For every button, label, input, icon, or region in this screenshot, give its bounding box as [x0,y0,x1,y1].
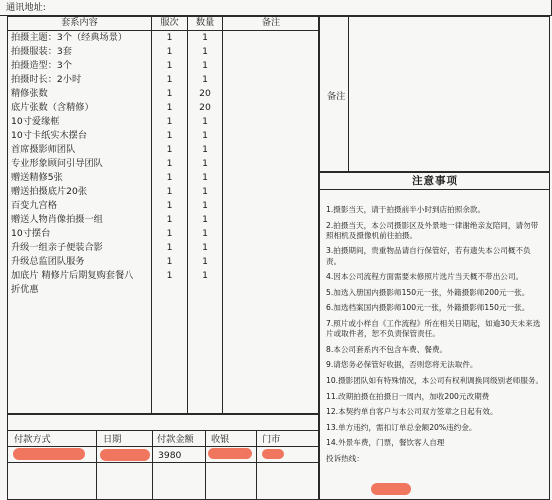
package-item-row [0,241,318,255]
note-item: 14.外景车费，门票，餐饮客人自理 [326,438,445,448]
redaction-mark [100,449,150,461]
redaction-mark [371,483,411,495]
item-times: 1 [166,102,173,113]
pay-divider-1 [96,430,97,500]
item-times: 1 [166,74,173,85]
item-times: 1 [166,172,173,183]
note-item: 投诉热线： [326,453,364,463]
item-quantity: 1 [202,158,208,169]
package-item-row [0,227,318,241]
pay-header-date: 日期 [103,434,122,445]
pay-header-method: 付款方式 [14,434,51,445]
package-item-row [0,31,318,45]
package-item-row [0,129,318,143]
package-item-row [0,171,318,185]
item-times: 1 [166,256,173,267]
item-quantity: 1 [202,214,208,225]
note-item: 4.因本公司流程方面需要未修照片选片当天概不带出公司。 [326,272,524,282]
package-item-row [0,45,318,59]
package-item-row [0,255,318,269]
item-times: 1 [166,32,173,43]
notes-list [326,205,544,470]
note-item: 8.本公司套系内不包含车费、餐费。 [326,344,448,354]
item-quantity: 1 [202,186,208,197]
note-item: 13.单方违约，需扣订单总金额20%违约金。 [326,422,477,432]
item-name: 赠送人物肖像拍摄一组 [11,214,103,225]
item-quantity: 1 [202,130,208,141]
col-header-content: 套系内容 [61,17,98,28]
remarks-label: 备注 [327,91,346,102]
package-item-row [0,59,318,73]
note-item: 3.拍摄期间，贵重物品请自行保管好，若有遗失本公司概不负责。 [326,246,531,266]
note-item: 7.照片或小样自《工作流程》所在相关日期起，如逾30天未来选片或取件者，恕不负责保管责任。 [326,318,541,339]
item-name: 专业形象顾问引导团队 [11,158,103,169]
item-name: 首席摄影师团队 [11,144,76,155]
redaction-mark [13,448,85,460]
redaction-mark [262,449,284,459]
note-item: 10.摄影团队如有特殊情况，本公司有权利调换同级别老师服务。 [326,375,544,385]
item-times: 1 [166,200,173,211]
package-item-row [0,101,318,115]
notes-title-rule [319,189,550,190]
item-name: 百变九宫格 [11,200,57,211]
item-quantity: 20 [199,88,211,99]
item-name: 拍摄服装：3套 [11,46,72,57]
pay-divider-3 [205,430,206,500]
item-times: 1 [166,116,173,127]
package-item-row [0,199,318,213]
package-item-row [0,115,318,129]
item-times: 1 [166,130,173,141]
item-quantity: 1 [202,60,208,71]
item-times: 1 [166,88,173,99]
payment-header-top [7,430,319,431]
note-item: 6.加选档案国内摄影师100元一张，外籍摄影师150元一张。 [326,303,530,313]
col-header-times: 服次 [160,17,179,28]
address-label: 通讯地址: [6,2,46,13]
item-name: 底片张数（含精修） [11,102,94,113]
payment-header-bottom [7,446,319,447]
item-times: 1 [166,186,173,197]
item-quantity: 1 [202,256,208,267]
item-times: 1 [166,270,173,281]
item-name: 赠送拍摄底片20张 [11,186,88,197]
note-item: 1.摄影当天，请于拍摄前半小时到店拍照余款。 [326,205,486,214]
col-header-quantity: 数量 [195,17,215,28]
note-item: 11.改期拍摄在拍摄日一周内，加收200元改期费 [326,391,490,401]
item-times: 1 [166,144,173,155]
item-quantity: 1 [202,32,208,43]
pay-divider-4 [256,430,257,500]
item-name: 升级总监团队服务 [11,256,85,267]
remarks-divider [348,16,349,172]
note-item: 2.拍摄当天，本公司摄影区及外景地一律谢绝亲友陪同，请勿带照相机及摄像机前往拍摄。 [326,220,539,240]
item-quantity: 20 [199,102,211,113]
item-times: 1 [166,214,173,225]
item-name: 折优惠 [11,284,39,295]
item-name: 赠送精修5张 [11,172,63,183]
item-quantity: 1 [202,144,208,155]
item-times: 1 [166,228,173,239]
item-name: 升级一组亲子便装合影 [11,242,103,253]
item-name: 加底片 精修片后期复购套餐八 [11,270,134,281]
package-item-row [0,157,318,171]
item-quantity: 1 [202,200,208,211]
package-item-row [0,185,318,199]
item-name: 10寸摆台 [11,228,51,239]
package-item-row [0,213,318,227]
package-item-row [0,269,318,283]
notes-title: 注意事项 [412,175,458,187]
note-item: 5.加选入册国内摄影师150元一张，外籍摄影师200元一张。 [326,287,530,297]
note-item: 12.本契约单自客户与本公司双方签章之日起有效。 [326,407,498,417]
payment-row-bottom [7,462,319,463]
pay-amount-value: 3980 [158,450,182,461]
col-header-remarks: 备注 [261,17,281,28]
item-times: 1 [166,242,173,253]
pay-divider-2 [152,430,153,500]
item-quantity: 1 [202,228,208,239]
item-times: 1 [166,60,173,71]
pay-header-amount: 付款金额 [157,434,194,445]
package-item-row [0,87,318,101]
item-name: 拍摄时长：2小时 [11,74,82,85]
note-item: 9.请您务必保管好收据，否则您将无法取件。 [326,360,478,370]
item-quantity: 1 [202,270,208,281]
item-name: 拍摄主题：3个（经典场景） [11,32,128,43]
item-quantity: 1 [202,46,208,57]
item-name: 精修张数 [11,88,48,99]
item-name: 10寸爱缘框 [11,116,60,127]
package-item-row [0,143,318,157]
pay-header-store: 门市 [262,434,281,445]
pay-header-cashier: 收银 [211,434,230,445]
item-quantity: 1 [202,242,208,253]
item-name: 拍摄造型：3个 [11,60,72,71]
item-name: 10寸卡纸实木摆台 [11,130,88,141]
item-quantity: 1 [202,74,208,85]
remarks-box [319,16,550,172]
item-quantity: 1 [202,172,208,183]
redaction-mark [208,448,252,459]
item-quantity: 1 [202,116,208,127]
package-item-row [0,283,318,297]
package-item-row [0,73,318,87]
address-row [0,0,552,16]
item-times: 1 [166,46,173,57]
item-times: 1 [166,158,173,169]
